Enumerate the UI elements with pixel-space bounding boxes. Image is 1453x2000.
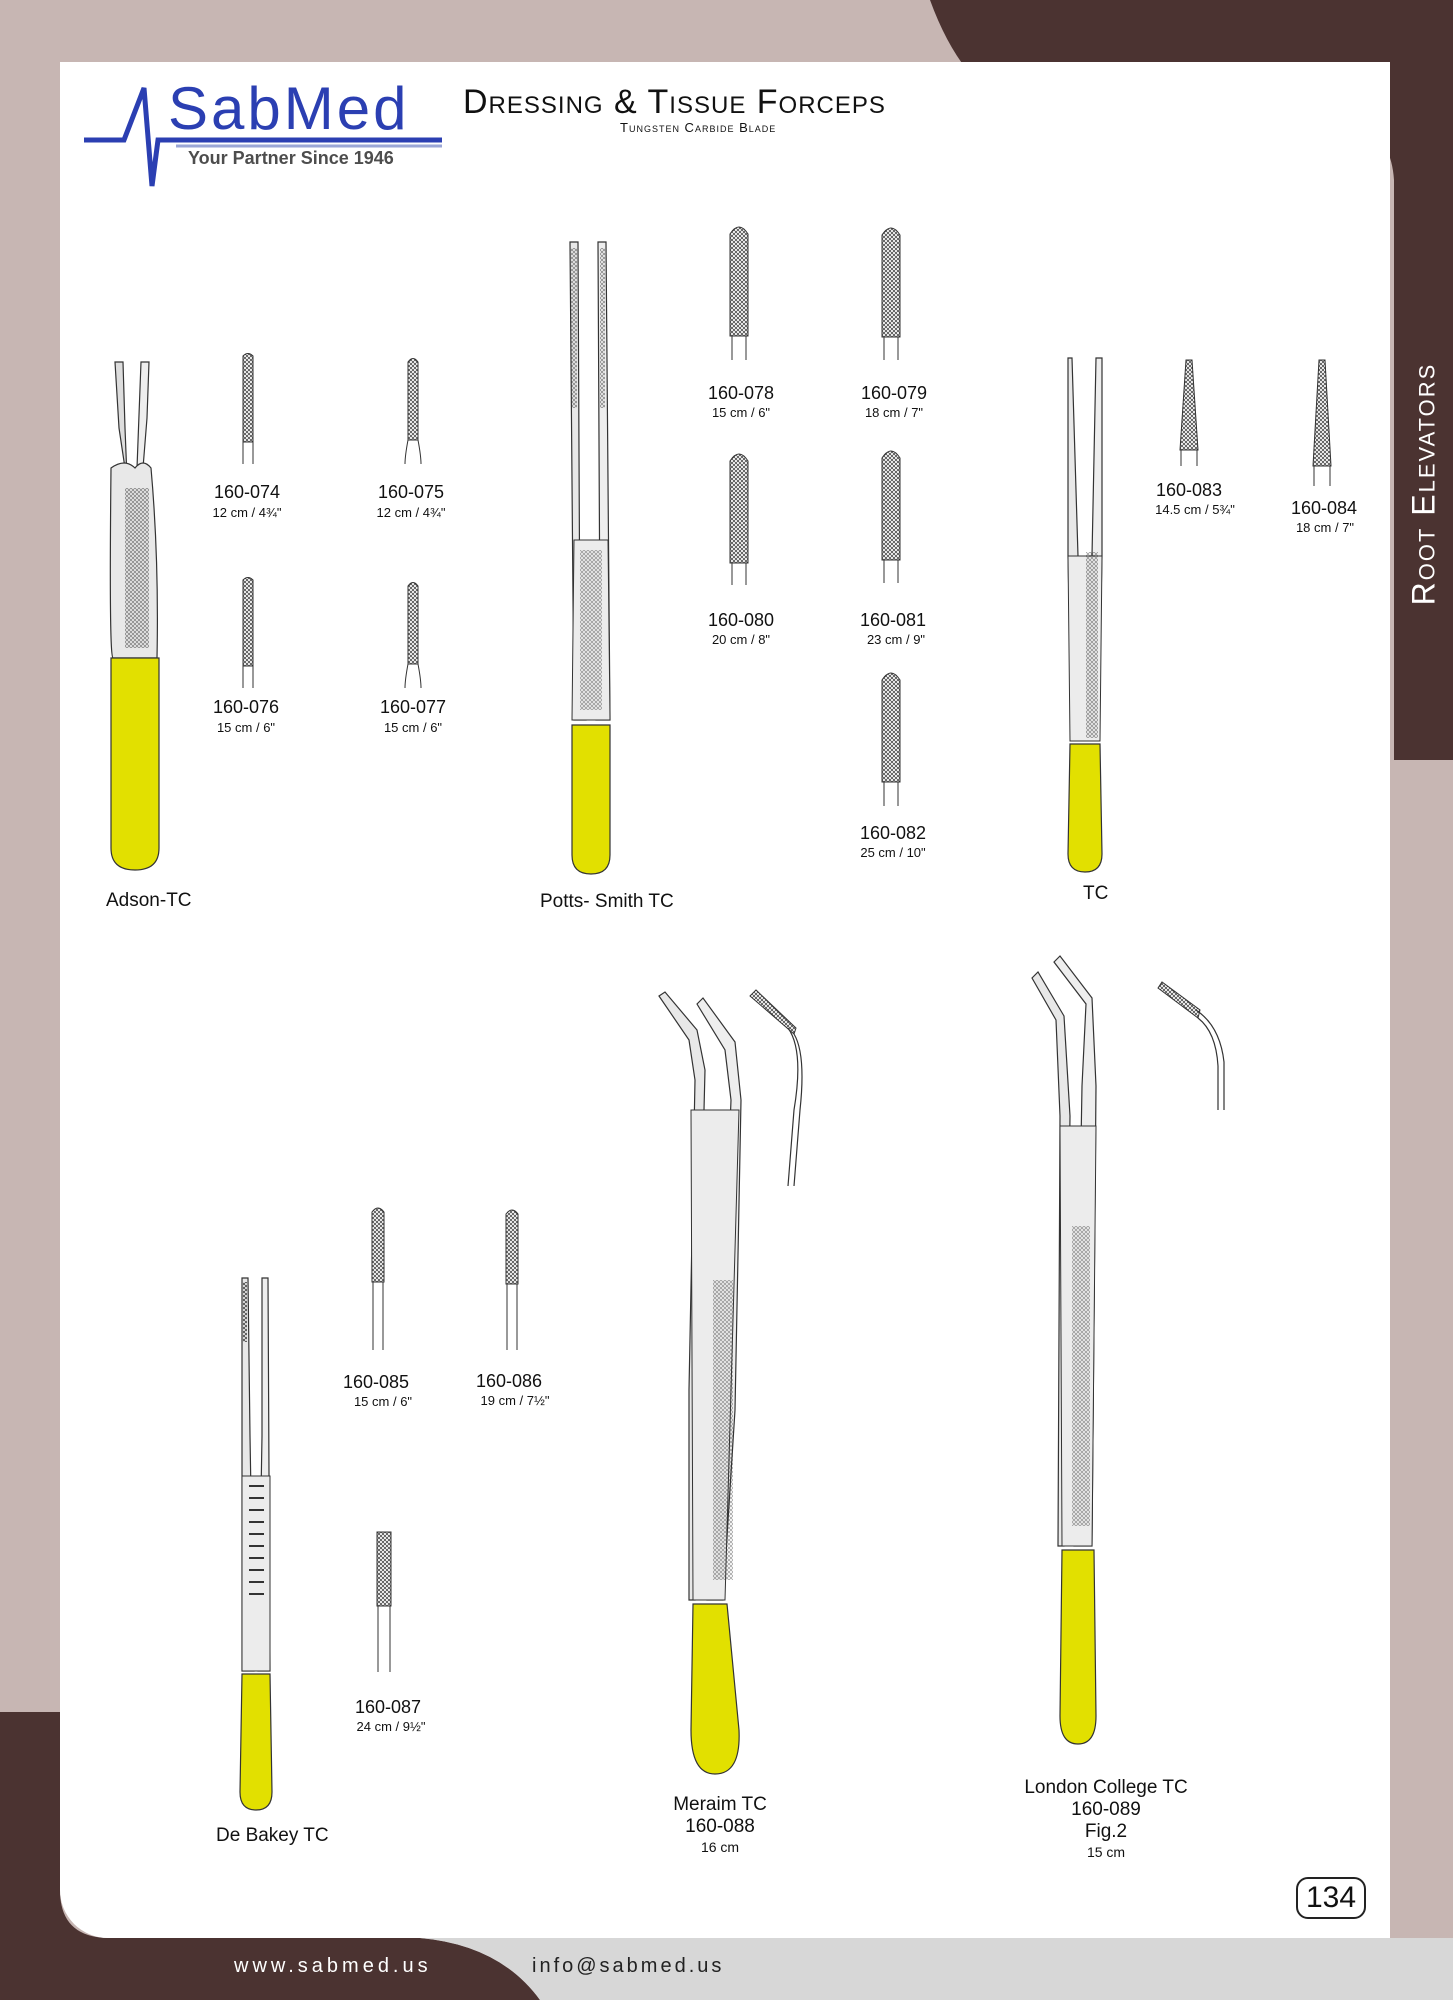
item-size: 24 cm / 9½" (356, 1719, 426, 1734)
item-code: 160-077 (379, 697, 447, 717)
page-title: Dressing & Tissue Forceps (463, 83, 886, 121)
de-bakey-forceps-image (236, 1276, 276, 1812)
item-size: 19 cm / 7½" (480, 1393, 550, 1408)
tip-160-079-icon (880, 225, 902, 360)
page-number: 134 (1296, 1877, 1366, 1919)
product-label-tc: TC (1083, 883, 1109, 904)
item-code: 160-087 (354, 1697, 422, 1717)
item-code: 160-082 (859, 823, 927, 843)
item-code: 160-081 (859, 610, 927, 630)
tip-160-085-icon (369, 1206, 387, 1350)
meraim-size: 16 cm (700, 1839, 740, 1855)
item-size: 15 cm / 6" (383, 720, 443, 735)
london-code: 160-089 (1071, 1799, 1141, 1820)
item-code: 160-086 (475, 1371, 543, 1391)
london-size: 15 cm (1086, 1844, 1126, 1860)
item-code: 160-076 (212, 697, 280, 717)
london-college-forceps-image (1030, 956, 1120, 1746)
item-code: 160-080 (707, 610, 775, 630)
tc-forceps-image (1062, 356, 1108, 874)
footer-website[interactable]: www.sabmed.us (234, 1955, 432, 1977)
tip-160-075-icon (403, 356, 423, 464)
item-size: 18 cm / 7" (864, 405, 924, 420)
item-size: 15 cm / 6" (711, 405, 771, 420)
adson-forceps-image (105, 358, 165, 873)
item-size: 20 cm / 8" (711, 632, 771, 647)
item-code: 160-078 (707, 383, 775, 403)
footer-email[interactable]: info@sabmed.us (532, 1955, 725, 1977)
item-code: 160-074 (213, 482, 281, 502)
tip-160-086-icon (503, 1208, 521, 1350)
product-label-adson: Adson-TC (106, 890, 192, 911)
tip-160-087-icon (375, 1530, 393, 1672)
item-size: 12 cm / 4¾" (212, 505, 282, 520)
item-size: 12 cm / 4¾" (376, 505, 446, 520)
item-code: 160-079 (860, 383, 928, 403)
london-fig: Fig.2 (1084, 1821, 1128, 1842)
meraim-code: 160-088 (685, 1816, 755, 1837)
meraim-tip-detail-icon (748, 990, 808, 1190)
product-label-meraim (610, 1794, 830, 1856)
brand-tagline: Your Partner Since 1946 (188, 148, 394, 168)
tip-160-080-icon (728, 451, 750, 585)
item-size: 15 cm / 6" (353, 1394, 413, 1409)
product-label-potts-smith: Potts- Smith TC (540, 891, 674, 912)
london-college-tip-detail-icon (1156, 982, 1236, 1112)
item-code: 160-084 (1290, 498, 1358, 518)
tip-160-076-icon (239, 576, 257, 688)
item-size: 15 cm / 6" (216, 720, 276, 735)
tip-160-077-icon (403, 580, 423, 688)
item-size: 23 cm / 9" (866, 632, 926, 647)
item-code: 160-075 (377, 482, 445, 502)
tip-160-082-icon (880, 670, 902, 806)
london-name: London College TC (1024, 1777, 1188, 1798)
page-subtitle: Tungsten Carbide Blade (620, 120, 777, 135)
item-size: 14.5 cm / 5¾" (1155, 502, 1235, 517)
potts-smith-forceps-image (566, 240, 616, 876)
item-code: 160-085 (342, 1372, 410, 1392)
side-tab (1394, 208, 1453, 760)
tip-160-083-icon (1178, 358, 1200, 466)
tip-160-084-icon (1311, 358, 1333, 486)
tip-160-078-icon (728, 224, 750, 360)
item-size: 18 cm / 7" (1295, 520, 1355, 535)
side-tab-label: Root Elevators (1405, 362, 1441, 606)
item-code: 160-083 (1155, 480, 1223, 500)
meraim-name: Meraim TC (673, 1794, 767, 1815)
tip-160-074-icon (239, 352, 257, 464)
item-size: 25 cm / 10" (860, 845, 926, 860)
brand-name: SabMed (168, 75, 410, 142)
product-label-london-college (996, 1777, 1216, 1861)
product-label-de-bakey: De Bakey TC (216, 1825, 329, 1846)
tip-160-081-icon (880, 448, 902, 583)
